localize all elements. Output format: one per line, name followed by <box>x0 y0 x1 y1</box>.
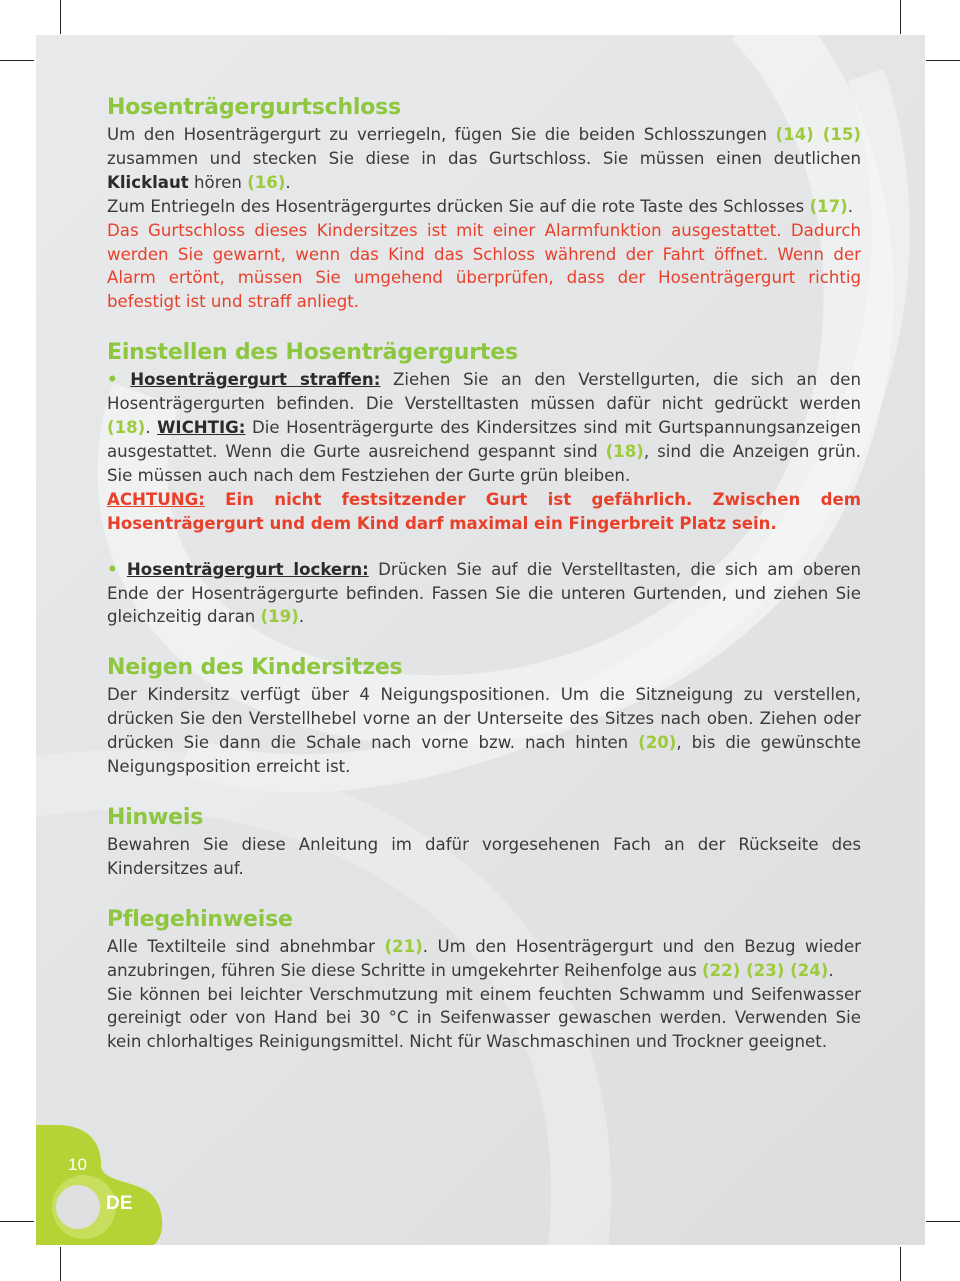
figure-ref: (16) <box>247 172 286 192</box>
figure-ref: (14) (15) <box>775 125 862 144</box>
crop-mark <box>926 1221 960 1222</box>
tighten-paragraph: • Hosenträgergurt straffen: Ziehen Sie an den Verstellgurten, die sich an den Hosenträgergurten befinden. Die Verstelltasten müssen dafür nicht gedrückt werden (18). WICHTIG: Die Hosenträgergurte des Kindersitzes sind mit Gurtspannungsanzeigen ausgestattet. Wenn die Gurte ausreichend gespannt sind (18), sind die Anzeigen grün. Sie müssen auch nach dem Festziehen der Gurte grün bleiben. <box>107 370 862 485</box>
alarm-paragraph: Das Gurtschloss dieses Kindersitzes ist mit einer Alarmfunktion ausgestattet. Dadurch werden Sie gewarnt, wenn das Kind das Schloss während der Fahrt öffnet. Wenn der Alarm ertönt, müssen Sie umgehend überprüfen, dass der Hosenträgergurt richtig befestigt ist und straff anliegt. <box>107 220 861 312</box>
washing-paragraph: Sie können bei leichter Verschmutzung mit einem feuchten Schwamm und Seifenwasser gereinigt oder von Hand bei 30 °C in Seifenwasser gewaschen werden. Verwenden Sie kein chlorhaltiges Reinigungsmittel. Nicht für Waschmaschinen und Trockner geeignet. <box>107 984 861 1052</box>
crop-mark <box>900 1247 901 1281</box>
section-title-note: Hinweis <box>107 804 204 830</box>
document-page <box>36 35 925 1245</box>
figure-ref: (18) <box>107 418 146 438</box>
main-content <box>107 93 861 1054</box>
figure-ref: (17) <box>809 196 848 216</box>
section-title-buckle: Hosenträgergurtschloss <box>107 95 401 120</box>
recline-paragraph: Der Kindersitz verfügt über 4 Neigungspositionen. Um die Sitzneigung zu verstellen, drücken Sie den Verstellhebel vorne an der Unterseite des Sitzes nach oben. Ziehen oder drücken Sie dann die Schale nach vorne bzw. nach hinten (20), bis die gewünschte Neigungsposition erreicht ist. <box>107 685 861 777</box>
loosen-paragraph: • Hosenträgergurt lockern: Drücken Sie auf die Verstelltasten, die sich am oberen Ende der Hosenträgergurte befinden. Fassen Sie die unteren Gurtenden, und ziehen Sie gleichzeitig daran (19). <box>107 559 861 627</box>
figure-ref: (20) <box>638 733 677 753</box>
unlock-paragraph: Zum Entriegeln des Hosenträgergurtes drücken Sie auf die rote Taste des Schlosses (17). <box>107 196 853 216</box>
care-paragraph: Alle Textilteile sind abnehmbar (21). Um den Hosenträgergurt und den Bezug wieder anzubringen, führen Sie diese Schritte in umgekehrter Reihenfolge aus (22) (23) (24). <box>107 936 861 980</box>
figure-ref: (21) <box>384 936 423 956</box>
language-code: DE <box>106 1193 133 1214</box>
page-badge-shape <box>36 1125 166 1245</box>
section-title-adjust: Einstellen des Hosenträgergurtes <box>107 340 518 366</box>
page-number: 10 <box>68 1155 87 1174</box>
crop-mark <box>900 0 901 34</box>
crop-mark <box>926 60 960 61</box>
buckle-paragraph: Um den Hosenträgergurt zu verriegeln, fügen Sie die beiden Schlosszungen (14) (15) zusammen und stecken Sie diese in das Gurtschloss. Sie müssen einen deutlichen Klicklaut hören (16). <box>107 125 862 192</box>
crop-mark <box>60 0 61 34</box>
crop-mark <box>0 1221 34 1222</box>
warning-paragraph: ACHTUNG: Ein nicht festsitzender Gurt ist gefährlich. Zwischen dem Hosenträgergurt und dem Kind darf maximal ein Fingerbreit Platz sein. <box>107 489 861 533</box>
section-title-recline: Neigen des Kindersitzes <box>107 655 403 681</box>
bullet-icon: • <box>107 559 118 579</box>
crop-mark <box>0 60 34 61</box>
note-paragraph: Bewahren Sie diese Anleitung im dafür vorgesehenen Fach an der Rückseite des Kindersitzes auf. <box>107 834 861 878</box>
bullet-icon: • <box>107 370 118 390</box>
section-title-care: Pflegehinweise <box>107 906 293 932</box>
figure-ref: (19) <box>260 607 299 627</box>
crop-mark <box>60 1247 61 1281</box>
figure-ref: (18) <box>605 441 644 461</box>
figure-ref: (22) (23) (24) <box>702 960 829 980</box>
